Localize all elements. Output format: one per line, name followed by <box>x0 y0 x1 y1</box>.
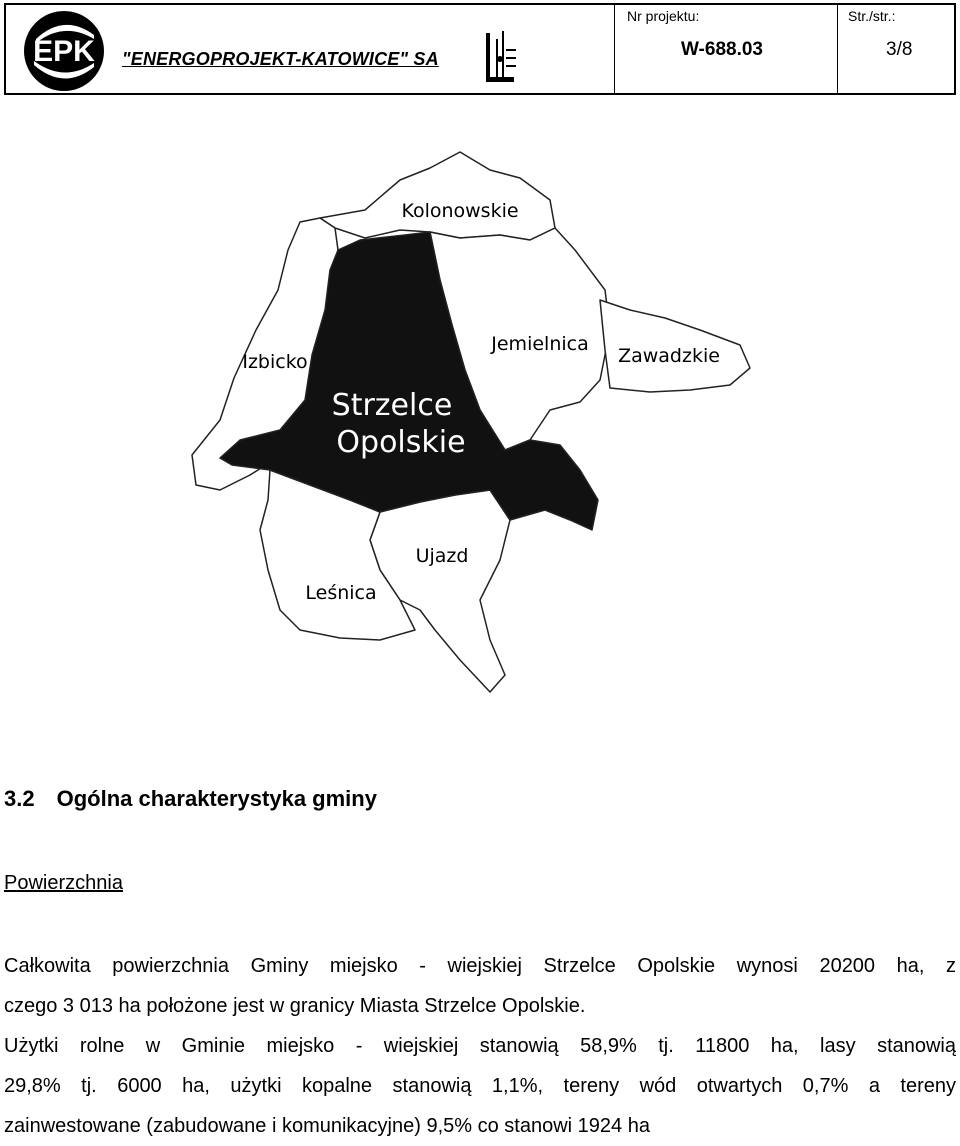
section-title: Ogólna charakterystyka gminy <box>56 786 377 811</box>
paragraph-line: 29,8% tj. 6000 ha, użytki kopalne stanowią 1,1%, tereny wód otwartych 0,7% a tereny <box>4 1075 956 1097</box>
document-header <box>4 3 956 95</box>
project-label: Nr projektu: <box>627 8 700 24</box>
subheading-powierzchnia: Powierzchnia <box>4 872 123 894</box>
header-project-cell <box>615 5 838 93</box>
paragraph-line: czego 3 013 ha położone jest w granicy Miasta Strzelce Opolskie. <box>4 995 586 1017</box>
header-company-cell <box>6 5 615 93</box>
label-jemielnica: Jemielnica <box>491 333 589 355</box>
certification-emblem-icon <box>480 29 520 85</box>
epk-logo-icon <box>22 9 106 93</box>
label-zawadzkie: Zawadzkie <box>618 345 720 367</box>
label-kolonowskie: Kolonowskie <box>401 200 519 222</box>
section-number: 3.2 <box>4 786 35 811</box>
section-heading <box>4 786 377 812</box>
page-label: Str./str.: <box>848 8 896 24</box>
label-lesnica: Leśnica <box>305 582 377 604</box>
commune-map <box>160 140 800 710</box>
logo-text: EPK <box>33 35 95 68</box>
label-izbicko: Izbicko <box>242 351 308 373</box>
label-opolskie: Opolskie <box>336 425 466 460</box>
region-kolonowskie <box>320 152 555 240</box>
paragraph-line: zainwestowane (zabudowane i komunikacyjne) 9,5% co stanowi 1924 ha <box>4 1115 650 1137</box>
label-strzelce: Strzelce <box>331 388 453 423</box>
label-ujazd: Ujazd <box>415 545 469 567</box>
page-number: 3/8 <box>886 39 913 60</box>
paragraph-line: Całkowita powierzchnia Gminy miejsko - wiejskiej Strzelce Opolskie wynosi 20200 ha, z <box>4 955 956 977</box>
paragraph-line: Użytki rolne w Gminie miejsko - wiejskiej stanowią 58,9% tj. 11800 ha, lasy stanowią <box>4 1035 956 1057</box>
paragraph-land-use <box>4 1026 956 1146</box>
paragraph-total-area <box>4 946 956 1026</box>
company-name: "ENERGOPROJEKT-KATOWICE" SA <box>122 49 439 69</box>
header-page-cell <box>838 5 954 93</box>
project-number: W-688.03 <box>681 39 763 60</box>
